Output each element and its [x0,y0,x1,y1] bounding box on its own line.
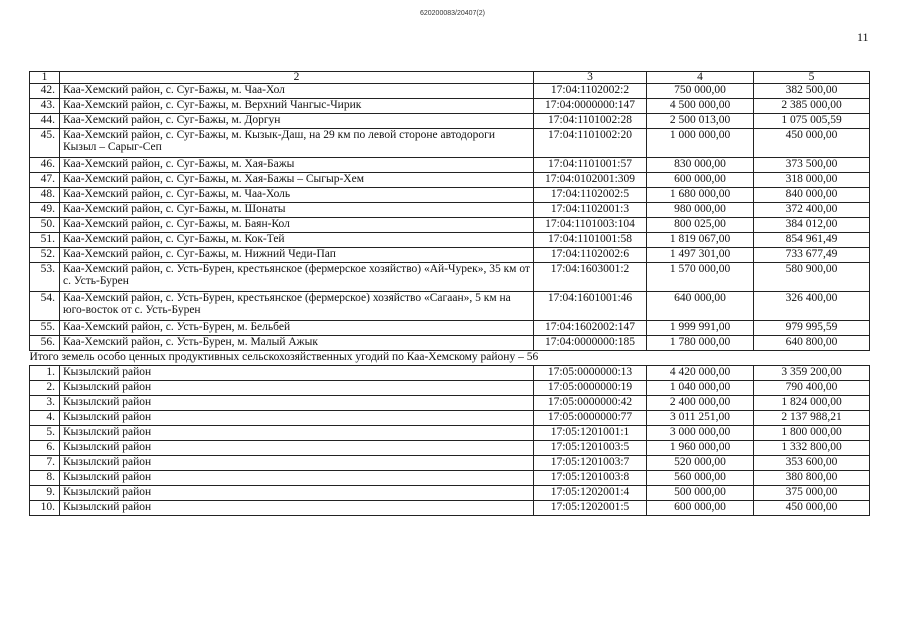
table-header-row [30,72,870,84]
value-column-5: 375 000,00 [754,486,870,501]
parcel-location: Кызылский район [60,411,534,426]
value-column-4: 1 000 000,00 [647,129,754,158]
value-column-5: 450 000,00 [754,129,870,158]
row-number: 45. [30,129,60,158]
cadastral-number: 17:04:0102001:309 [534,173,647,188]
value-column-4: 600 000,00 [647,173,754,188]
land-parcels-table [29,71,870,516]
subtotal-text: Итого земель особо ценных продуктивных сельскохозяйственных угодий по Каа-Хемскому району – 56 [30,351,870,366]
parcel-location: Каа-Хемский район, с. Суг-Бажы, м. Хая-Бажы – Сыгыр-Хем [60,173,534,188]
value-column-4: 1 040 000,00 [647,381,754,396]
row-number: 54. [30,292,60,321]
cadastral-number: 17:05:1201003:5 [534,441,647,456]
value-column-5: 384 012,00 [754,218,870,233]
value-column-4: 600 000,00 [647,501,754,516]
row-number: 55. [30,321,60,336]
cadastral-number: 17:04:1101003:104 [534,218,647,233]
row-number: 43. [30,99,60,114]
table-row [30,471,870,486]
row-number: 50. [30,218,60,233]
row-number: 44. [30,114,60,129]
value-column-5: 353 600,00 [754,456,870,471]
parcel-location: Кызылский район [60,486,534,501]
value-column-5: 733 677,49 [754,248,870,263]
table-row [30,129,870,158]
cadastral-number: 17:05:0000000:19 [534,381,647,396]
value-column-4: 800 025,00 [647,218,754,233]
value-column-5: 840 000,00 [754,188,870,203]
table-row [30,173,870,188]
table-row [30,218,870,233]
value-column-5: 580 900,00 [754,263,870,292]
value-column-4: 1 999 991,00 [647,321,754,336]
table-row [30,292,870,321]
cadastral-number: 17:04:0000000:147 [534,99,647,114]
header-cell: 4 [647,72,754,84]
table-row [30,114,870,129]
cadastral-number: 17:05:1202001:5 [534,501,647,516]
parcel-location: Каа-Хемский район, с. Суг-Бажы, м. Нижний Чеди-Пап [60,248,534,263]
row-number: 1. [30,366,60,381]
row-number: 49. [30,203,60,218]
table-row [30,411,870,426]
table-row [30,263,870,292]
cadastral-number: 17:04:1603001:2 [534,263,647,292]
value-column-5: 979 995,59 [754,321,870,336]
value-column-5: 450 000,00 [754,501,870,516]
table-row [30,456,870,471]
table-row [30,158,870,173]
table-row [30,501,870,516]
cadastral-number: 17:05:0000000:13 [534,366,647,381]
value-column-4: 1 960 000,00 [647,441,754,456]
parcel-location: Кызылский район [60,501,534,516]
cadastral-number: 17:04:0000000:185 [534,336,647,351]
cadastral-number: 17:04:1601001:46 [534,292,647,321]
value-column-4: 500 000,00 [647,486,754,501]
value-column-4: 1 819 067,00 [647,233,754,248]
value-column-5: 326 400,00 [754,292,870,321]
parcel-location: Кызылский район [60,396,534,411]
row-number: 52. [30,248,60,263]
row-number: 7. [30,456,60,471]
table-row [30,366,870,381]
value-column-4: 560 000,00 [647,471,754,486]
row-number: 42. [30,84,60,99]
page-number: 11 [857,30,869,44]
value-column-5: 3 359 200,00 [754,366,870,381]
value-column-5: 1 075 005,59 [754,114,870,129]
value-column-5: 373 500,00 [754,158,870,173]
cadastral-number: 17:04:1102001:3 [534,203,647,218]
header-cell: 2 [60,72,534,84]
value-column-5: 318 000,00 [754,173,870,188]
cadastral-number: 17:04:1102002:5 [534,188,647,203]
table-row [30,84,870,99]
parcel-location: Кызылский район [60,441,534,456]
header-cell: 5 [754,72,870,84]
table-row [30,233,870,248]
row-number: 53. [30,263,60,292]
parcel-location: Кызылский район [60,366,534,381]
value-column-5: 790 400,00 [754,381,870,396]
parcel-location: Каа-Хемский район, с. Усть-Бурен, м. Бельбей [60,321,534,336]
parcel-location: Каа-Хемский район, с. Суг-Бажы, м. Шонаты [60,203,534,218]
cadastral-number: 17:04:1101001:57 [534,158,647,173]
value-column-4: 1 780 000,00 [647,336,754,351]
parcel-location: Кызылский район [60,456,534,471]
parcel-location: Каа-Хемский район, с. Суг-Бажы, м. Баян-Кол [60,218,534,233]
parcel-location: Каа-Хемский район, с. Суг-Бажы, м. Чаа-Хол [60,84,534,99]
value-column-5: 1 824 000,00 [754,396,870,411]
parcel-location: Кызылский район [60,381,534,396]
table-row [30,381,870,396]
document-code: 620200083/20407(2) [419,10,485,17]
row-number: 51. [30,233,60,248]
cadastral-number: 17:05:1201003:8 [534,471,647,486]
row-number: 6. [30,441,60,456]
table-row [30,248,870,263]
value-column-5: 854 961,49 [754,233,870,248]
table-row [30,99,870,114]
row-number: 47. [30,173,60,188]
value-column-4: 980 000,00 [647,203,754,218]
value-column-5: 2 137 988,21 [754,411,870,426]
value-column-4: 640 000,00 [647,292,754,321]
table-row [30,188,870,203]
parcel-location: Каа-Хемский район, с. Усть-Бурен, м. Малый Ажык [60,336,534,351]
value-column-5: 1 800 000,00 [754,426,870,441]
value-column-4: 2 400 000,00 [647,396,754,411]
table-row [30,441,870,456]
value-column-4: 1 497 301,00 [647,248,754,263]
row-number: 4. [30,411,60,426]
cadastral-number: 17:05:1202001:4 [534,486,647,501]
cadastral-number: 17:05:0000000:42 [534,396,647,411]
row-number: 46. [30,158,60,173]
value-column-4: 830 000,00 [647,158,754,173]
value-column-4: 3 000 000,00 [647,426,754,441]
value-column-5: 1 332 800,00 [754,441,870,456]
table-row [30,486,870,501]
value-column-5: 382 500,00 [754,84,870,99]
parcel-location: Кызылский район [60,471,534,486]
parcel-location: Каа-Хемский район, с. Усть-Бурен, крестьянское (фермерское хозяйство) «Ай-Чурек», 35 км от с. Усть-Бурен [60,263,534,292]
parcel-location: Каа-Хемский район, с. Суг-Бажы, м. Кызык-Даш, на 29 км по левой стороне автодороги Кызыл – Сарыг-Сеп [60,129,534,158]
table-row [30,426,870,441]
row-number: 3. [30,396,60,411]
table-row [30,396,870,411]
header-cell: 3 [534,72,647,84]
subtotal-row [30,351,870,366]
row-number: 9. [30,486,60,501]
row-number: 8. [30,471,60,486]
parcel-location: Каа-Хемский район, с. Суг-Бажы, м. Хая-Бажы [60,158,534,173]
cadastral-number: 17:04:1602002:147 [534,321,647,336]
parcel-location: Каа-Хемский район, с. Суг-Бажы, м. Кок-Тей [60,233,534,248]
cadastral-number: 17:04:1101001:58 [534,233,647,248]
table-row [30,321,870,336]
row-number: 56. [30,336,60,351]
row-number: 5. [30,426,60,441]
value-column-5: 380 800,00 [754,471,870,486]
row-number: 10. [30,501,60,516]
value-column-4: 4 500 000,00 [647,99,754,114]
value-column-4: 1 570 000,00 [647,263,754,292]
cadastral-number: 17:04:1102002:6 [534,248,647,263]
parcel-location: Кызылский район [60,426,534,441]
value-column-5: 2 385 000,00 [754,99,870,114]
header-cell: 1 [30,72,60,84]
parcel-location: Каа-Хемский район, с. Суг-Бажы, м. Чаа-Холь [60,188,534,203]
row-number: 48. [30,188,60,203]
cadastral-number: 17:05:1201003:7 [534,456,647,471]
table-row [30,336,870,351]
cadastral-number: 17:04:1101002:28 [534,114,647,129]
parcel-location: Каа-Хемский район, с. Суг-Бажы, м. Верхний Чангыс-Чирик [60,99,534,114]
cadastral-number: 17:04:1101002:20 [534,129,647,158]
cadastral-number: 17:05:0000000:77 [534,411,647,426]
value-column-4: 3 011 251,00 [647,411,754,426]
parcel-location: Каа-Хемский район, с. Суг-Бажы, м. Доргун [60,114,534,129]
cadastral-number: 17:05:1201001:1 [534,426,647,441]
parcel-location: Каа-Хемский район, с. Усть-Бурен, крестьянское (фермерское) хозяйство «Сагаан», 5 км на юго-восток от с. Усть-Бурен [60,292,534,321]
cadastral-number: 17:04:1102002:2 [534,84,647,99]
value-column-5: 372 400,00 [754,203,870,218]
value-column-4: 2 500 013,00 [647,114,754,129]
value-column-5: 640 800,00 [754,336,870,351]
table-row [30,203,870,218]
value-column-4: 4 420 000,00 [647,366,754,381]
value-column-4: 1 680 000,00 [647,188,754,203]
value-column-4: 750 000,00 [647,84,754,99]
row-number: 2. [30,381,60,396]
value-column-4: 520 000,00 [647,456,754,471]
